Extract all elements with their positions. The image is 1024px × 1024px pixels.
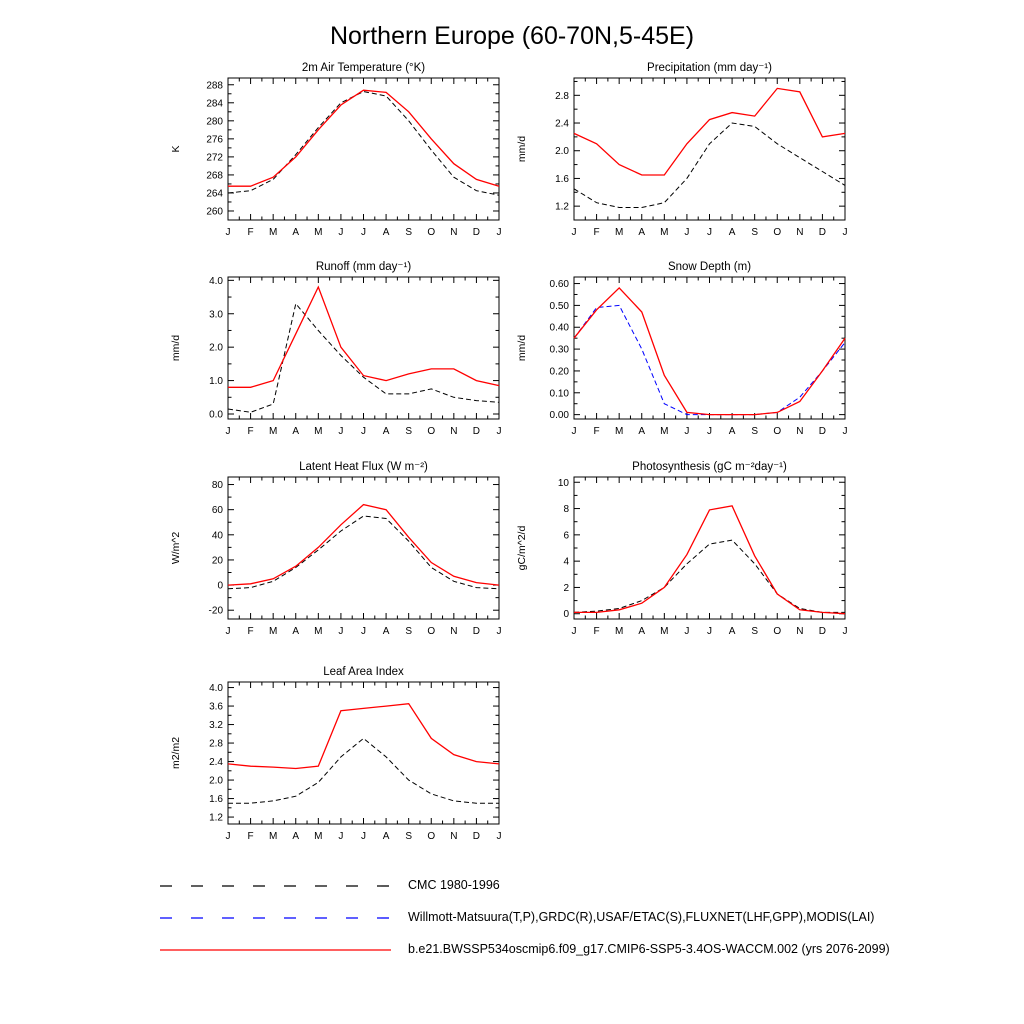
svg-text:M: M — [314, 831, 323, 842]
svg-text:J: J — [842, 227, 848, 238]
legend-dash-blue — [158, 911, 393, 923]
svg-text:A: A — [292, 227, 300, 238]
svg-text:J: J — [225, 227, 231, 238]
svg-text:Runoff (mm day⁻¹): Runoff (mm day⁻¹) — [315, 261, 412, 273]
svg-text:J: J — [225, 831, 231, 842]
svg-text:D: D — [818, 227, 827, 238]
series-obs — [228, 738, 499, 803]
svg-text:J: J — [496, 831, 502, 842]
legend-dash-black — [158, 879, 393, 891]
svg-text:m2/m2: m2/m2 — [170, 736, 182, 770]
svg-text:4: 4 — [563, 556, 569, 568]
svg-text:2: 2 — [563, 582, 569, 594]
svg-text:M: M — [614, 626, 624, 637]
svg-text:20: 20 — [211, 555, 223, 567]
svg-text:D: D — [472, 831, 481, 842]
svg-text:gC/m^2/d: gC/m^2/d — [516, 525, 528, 571]
svg-text:M: M — [314, 227, 323, 238]
svg-text:J: J — [707, 626, 712, 637]
svg-text:O: O — [427, 831, 436, 842]
svg-text:D: D — [818, 426, 827, 437]
svg-text:S: S — [405, 831, 413, 842]
svg-text:4.0: 4.0 — [209, 275, 223, 287]
svg-text:2m Air Temperature (°K): 2m Air Temperature (°K) — [301, 62, 426, 74]
svg-text:A: A — [292, 831, 300, 842]
svg-text:mm/d: mm/d — [170, 334, 182, 362]
svg-text:0: 0 — [563, 609, 569, 621]
svg-text:S: S — [405, 227, 413, 238]
svg-text:272: 272 — [206, 152, 223, 164]
svg-text:0.20: 0.20 — [549, 366, 569, 378]
svg-text:80: 80 — [211, 480, 223, 492]
chart-2m-air-temperature — [166, 60, 511, 252]
series-obs — [228, 304, 499, 413]
svg-text:D: D — [472, 626, 481, 637]
svg-text:Precipitation (mm day⁻¹): Precipitation (mm day⁻¹) — [647, 62, 772, 74]
svg-text:2.0: 2.0 — [209, 342, 223, 354]
legend-label-obs: Willmott-Matsuura(T,P),GRDC(R),USAF/ETAC(S),FLUXNET(LHF,GPP),MODIS(LAI) — [408, 909, 875, 924]
svg-text:O: O — [773, 227, 782, 238]
svg-text:6: 6 — [563, 530, 569, 542]
svg-text:J: J — [707, 426, 712, 437]
svg-text:M: M — [268, 831, 278, 842]
svg-text:0.10: 0.10 — [549, 388, 569, 400]
svg-text:3.6: 3.6 — [209, 701, 223, 713]
svg-text:J: J — [338, 831, 344, 842]
svg-text:K: K — [170, 145, 182, 153]
svg-text:M: M — [268, 426, 278, 437]
svg-text:0.60: 0.60 — [549, 279, 569, 291]
svg-text:J: J — [225, 626, 231, 637]
svg-text:4.0: 4.0 — [209, 683, 223, 695]
legend — [158, 874, 890, 959]
svg-text:0.40: 0.40 — [549, 322, 569, 334]
chart-canvas — [166, 60, 511, 252]
svg-text:A: A — [638, 426, 646, 437]
chart-canvas — [512, 459, 857, 651]
svg-text:D: D — [472, 426, 481, 437]
svg-text:J: J — [684, 426, 690, 437]
svg-text:288: 288 — [206, 80, 223, 92]
legend-item-model — [158, 938, 890, 959]
svg-text:J: J — [684, 626, 690, 637]
svg-text:M: M — [614, 426, 624, 437]
svg-text:F: F — [593, 227, 600, 238]
legend-swatch-canvas — [158, 880, 393, 892]
svg-text:N: N — [450, 626, 458, 637]
svg-text:mm/d: mm/d — [516, 334, 528, 362]
svg-text:O: O — [427, 227, 436, 238]
svg-text:J: J — [361, 626, 366, 637]
svg-text:F: F — [247, 227, 254, 238]
svg-text:J: J — [496, 227, 502, 238]
svg-text:M: M — [660, 426, 669, 437]
svg-text:M: M — [614, 227, 624, 238]
svg-text:S: S — [405, 426, 413, 437]
svg-text:1.6: 1.6 — [555, 173, 569, 185]
legend-label-model: b.e21.BWSSP534oscmip6.f09_g17.CMIP6-SSP5-3.4OS-WACCM.002 (yrs 2076-2099) — [408, 941, 890, 956]
svg-text:J: J — [338, 227, 344, 238]
svg-text:F: F — [247, 626, 254, 637]
svg-text:J: J — [361, 227, 366, 238]
plot-box — [228, 477, 499, 619]
plot-box — [574, 277, 845, 419]
legend-item-cmc — [158, 874, 890, 895]
series-model — [574, 288, 845, 415]
series-model — [228, 505, 499, 585]
series-obs — [574, 123, 845, 208]
svg-text:-20: -20 — [208, 605, 223, 617]
svg-text:N: N — [796, 426, 804, 437]
chart-snow-depth — [512, 259, 857, 451]
svg-text:N: N — [796, 227, 804, 238]
svg-text:40: 40 — [211, 530, 223, 542]
page-title: Northern Europe (60-70N,5-45E) — [329, 22, 695, 50]
svg-text:10: 10 — [557, 477, 569, 489]
svg-text:W/m^2: W/m^2 — [170, 531, 182, 565]
svg-text:F: F — [593, 426, 600, 437]
svg-text:N: N — [796, 626, 804, 637]
svg-text:Snow Depth (m): Snow Depth (m) — [667, 261, 752, 273]
svg-text:A: A — [728, 626, 736, 637]
plot-box — [228, 78, 499, 220]
legend-swatch-canvas — [158, 944, 393, 956]
svg-text:284: 284 — [206, 98, 223, 110]
svg-text:276: 276 — [206, 134, 223, 146]
plot-box — [574, 477, 845, 619]
legend-item-obs — [158, 906, 890, 927]
svg-text:O: O — [427, 426, 436, 437]
svg-text:D: D — [472, 227, 481, 238]
chart-latent-heat-flux — [166, 459, 511, 651]
svg-text:N: N — [450, 227, 458, 238]
svg-text:2.4: 2.4 — [555, 118, 569, 130]
svg-text:3.0: 3.0 — [209, 309, 223, 321]
svg-text:A: A — [638, 227, 646, 238]
plot-box — [574, 78, 845, 220]
svg-text:0.50: 0.50 — [549, 300, 569, 312]
series-model — [574, 88, 845, 175]
svg-text:1.2: 1.2 — [209, 812, 223, 824]
svg-text:N: N — [450, 831, 458, 842]
series-model — [228, 90, 499, 186]
svg-text:M: M — [314, 626, 323, 637]
svg-text:A: A — [382, 227, 390, 238]
svg-text:J: J — [496, 626, 502, 637]
svg-text:0.0: 0.0 — [209, 409, 223, 421]
svg-text:Latent Heat Flux (W m⁻²): Latent Heat Flux (W m⁻²) — [299, 461, 428, 473]
svg-text:S: S — [751, 227, 759, 238]
svg-text:F: F — [593, 626, 600, 637]
svg-text:J: J — [338, 426, 344, 437]
svg-text:M: M — [268, 626, 278, 637]
svg-text:J: J — [571, 426, 577, 437]
chart-canvas — [512, 259, 857, 451]
svg-text:1.6: 1.6 — [209, 794, 223, 806]
chart-canvas — [512, 60, 857, 252]
svg-text:J: J — [571, 626, 577, 637]
svg-text:1.0: 1.0 — [209, 376, 223, 388]
svg-text:2.0: 2.0 — [555, 146, 569, 158]
svg-text:3.2: 3.2 — [209, 720, 223, 732]
chart-canvas — [166, 664, 511, 856]
series-model — [574, 506, 845, 614]
svg-text:M: M — [660, 227, 669, 238]
legend-swatch-canvas — [158, 912, 393, 924]
svg-text:2.8: 2.8 — [209, 738, 223, 750]
svg-text:2.0: 2.0 — [209, 775, 223, 787]
svg-text:N: N — [450, 426, 458, 437]
svg-text:280: 280 — [206, 116, 223, 128]
svg-text:Photosynthesis (gC m⁻²day⁻¹): Photosynthesis (gC m⁻²day⁻¹) — [632, 461, 787, 473]
legend-label-cmc: CMC 1980-1996 — [408, 877, 500, 892]
svg-text:M: M — [268, 227, 278, 238]
svg-text:mm/d: mm/d — [516, 135, 528, 163]
svg-text:A: A — [728, 426, 736, 437]
chart-precipitation — [512, 60, 857, 252]
svg-text:M: M — [660, 626, 669, 637]
series-model — [228, 287, 499, 387]
svg-text:268: 268 — [206, 170, 223, 182]
svg-text:M: M — [314, 426, 323, 437]
svg-text:D: D — [818, 626, 827, 637]
chart-leaf-area-index — [166, 664, 511, 856]
svg-text:A: A — [638, 626, 646, 637]
svg-text:A: A — [728, 227, 736, 238]
svg-text:J: J — [338, 626, 344, 637]
chart-canvas — [166, 259, 511, 451]
svg-text:J: J — [361, 426, 366, 437]
svg-text:S: S — [405, 626, 413, 637]
svg-text:F: F — [247, 426, 254, 437]
svg-text:O: O — [427, 626, 436, 637]
plot-box — [228, 682, 499, 824]
svg-text:A: A — [382, 626, 390, 637]
svg-text:0: 0 — [217, 580, 223, 592]
svg-text:60: 60 — [211, 505, 223, 517]
series-obs — [574, 305, 845, 414]
svg-text:2.4: 2.4 — [209, 757, 223, 769]
svg-text:A: A — [382, 426, 390, 437]
legend-line-red — [158, 943, 393, 955]
svg-text:A: A — [292, 426, 300, 437]
svg-text:J: J — [842, 626, 848, 637]
chart-canvas — [166, 459, 511, 651]
svg-text:260: 260 — [206, 206, 223, 218]
svg-text:264: 264 — [206, 188, 223, 200]
svg-text:O: O — [773, 626, 782, 637]
svg-text:2.8: 2.8 — [555, 90, 569, 102]
svg-text:A: A — [382, 831, 390, 842]
svg-text:J: J — [707, 227, 712, 238]
svg-text:0.00: 0.00 — [549, 410, 569, 422]
svg-text:Leaf Area Index: Leaf Area Index — [323, 666, 404, 678]
svg-text:A: A — [292, 626, 300, 637]
svg-text:J: J — [684, 227, 690, 238]
svg-text:J: J — [842, 426, 848, 437]
svg-text:8: 8 — [563, 504, 569, 516]
svg-text:S: S — [751, 626, 759, 637]
chart-runoff — [166, 259, 511, 451]
svg-text:1.2: 1.2 — [555, 201, 569, 213]
svg-text:S: S — [751, 426, 759, 437]
svg-text:J: J — [225, 426, 231, 437]
svg-text:J: J — [496, 426, 502, 437]
svg-text:J: J — [571, 227, 577, 238]
svg-text:0.30: 0.30 — [549, 344, 569, 356]
svg-text:F: F — [247, 831, 254, 842]
series-model — [228, 704, 499, 769]
series-obs — [574, 540, 845, 612]
chart-photosynthesis — [512, 459, 857, 651]
svg-text:O: O — [773, 426, 782, 437]
svg-text:J: J — [361, 831, 366, 842]
